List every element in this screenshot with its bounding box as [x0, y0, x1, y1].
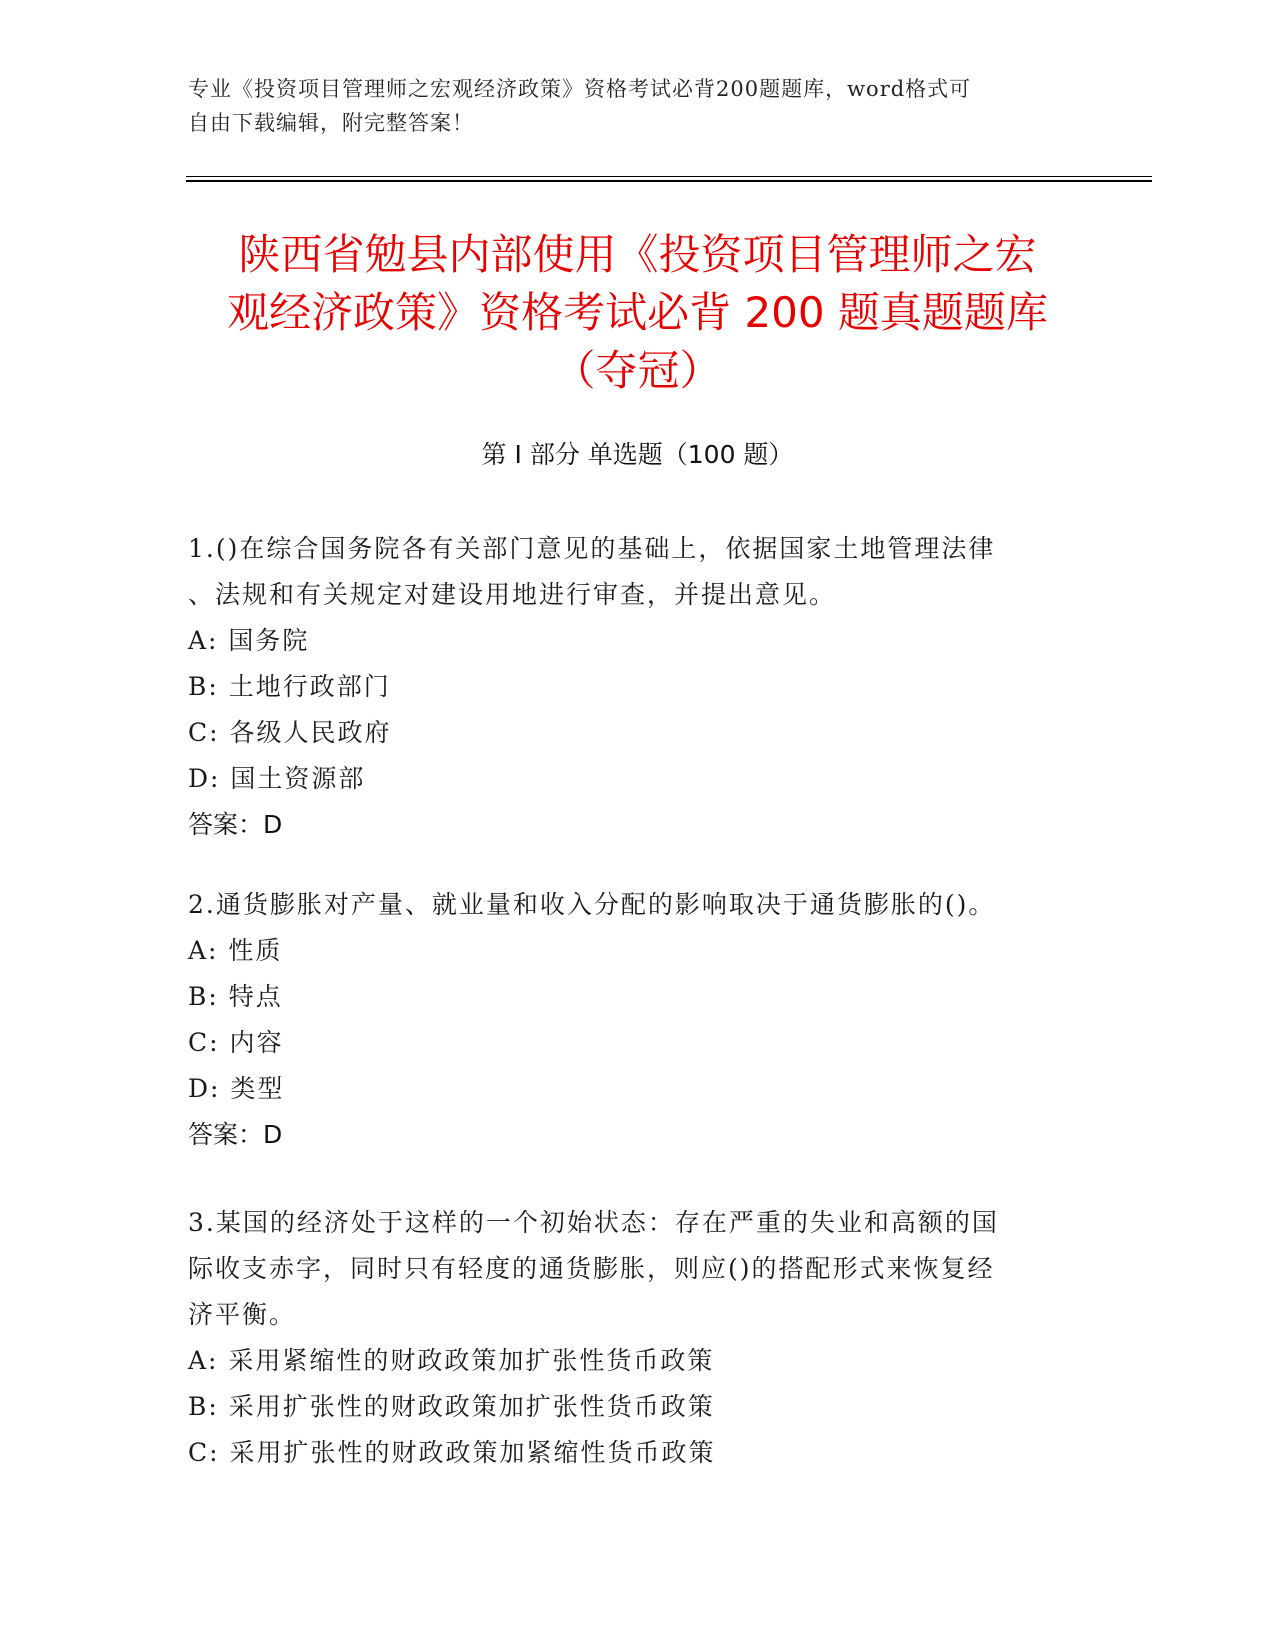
document-title-line: 陕西省勉县内部使用《投资项目管理师之宏: [238, 230, 1037, 279]
document-title-line: （夺冠）: [553, 346, 722, 395]
option-b: B: 特点: [188, 982, 283, 1011]
document-title: [140, 226, 1135, 400]
question-text-line: 2.通货膨胀对产量、就业量和收入分配的影响取决于通货膨胀的()。: [188, 890, 996, 919]
question-text-line: 、法规和有关规定对建设用地进行审查，并提出意见。: [188, 580, 837, 609]
question-3: [188, 1200, 1088, 1476]
answer: 答案：D: [188, 1120, 283, 1149]
header-divider-thick: [186, 180, 1152, 182]
header-note-line: 自由下载编辑，附完整答案！: [188, 111, 474, 135]
option-c: C: 内容: [188, 1028, 284, 1057]
question-2: [188, 882, 1088, 1158]
question-text-line: 1.()在综合国务院各有关部门意见的基础上，依据国家土地管理法律: [188, 534, 996, 563]
option-d: D: 类型: [188, 1074, 285, 1103]
question-1: [188, 526, 1088, 848]
section-title: 第 I 部分 单选题（100 题）: [481, 440, 794, 469]
question-text-line: 际收支赤字，同时只有轻度的通货膨胀，则应()的搭配形式来恢复经: [188, 1254, 995, 1283]
document-title-line: 观经济政策》资格考试必背 200 题真题题库: [227, 288, 1048, 337]
option-d: D: 国土资源部: [188, 764, 366, 793]
option-b: B: 土地行政部门: [188, 672, 391, 701]
header-divider-thin: [186, 176, 1152, 177]
question-text-line: 济平衡。: [188, 1300, 297, 1329]
answer: 答案：D: [188, 810, 283, 839]
option-a: A: 性质: [188, 936, 283, 965]
option-c: C: 各级人民政府: [188, 718, 392, 747]
option-a: A: 国务院: [188, 626, 310, 655]
option-b: B: 采用扩张性的财政政策加扩张性货币政策: [188, 1392, 715, 1421]
header-note-line: 专业《投资项目管理师之宏观经济政策》资格考试必背200题题库，word格式可: [188, 77, 972, 101]
option-a: A: 采用紧缩性的财政政策加扩张性货币政策: [188, 1346, 715, 1375]
header-note: [188, 72, 1068, 140]
question-text-line: 3.某国的经济处于这样的一个初始状态：存在严重的失业和高额的国: [188, 1208, 999, 1237]
option-c: C: 采用扩张性的财政政策加紧缩性货币政策: [188, 1438, 716, 1467]
